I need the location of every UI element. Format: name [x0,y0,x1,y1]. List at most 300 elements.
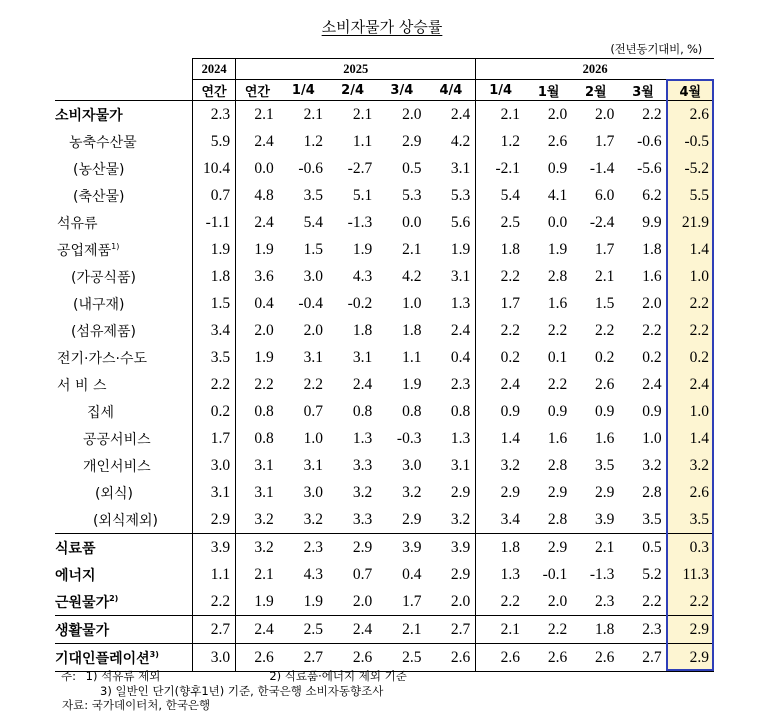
unit-label: (전년동기대비, %) [610,42,702,56]
table-cell: 0.4 [402,565,422,583]
column-header: 2/4 [328,80,377,101]
table-cell: 0.2 [595,348,615,366]
table-cell: 21.9 [667,209,714,236]
table-cell: 0.3 [667,534,714,562]
table-cell: 1.8 [193,263,236,290]
table-row [55,101,714,129]
table-cell: 0.2 [476,344,525,371]
table-cell: 6.0 [595,186,615,204]
year-2025: 2025 [236,59,476,80]
row-label [55,506,193,534]
table-cell: 2.1 [402,240,422,258]
table-cell: 2.4 [450,105,471,123]
table-cell: 1.5 [303,240,323,258]
table-cell: -0.3 [396,429,422,447]
table-cell: 2.4 [352,375,373,393]
table-cell: 5.9 [193,128,236,155]
table-cell: -1.3 [589,565,615,583]
row-label [55,290,193,317]
table-cell: 2.1 [236,561,279,588]
table-cell: 2.6 [525,644,572,672]
table-cell: 0.4 [450,348,471,366]
table-cell: -0.4 [298,294,323,312]
table-cell: 2.4 [667,371,714,398]
table-cell: 2.4 [328,616,377,644]
table-cell: 5.3 [450,186,471,204]
row-label-text: (가공식품) [71,269,137,286]
table-cell: 1.9 [547,240,568,258]
table-cell: 1.9 [193,236,236,263]
table-cell: 2.1 [595,267,615,285]
row-label [55,616,193,644]
table-cell: 2.0 [642,294,662,312]
note-line-2 [42,684,407,699]
table-cell: 2.2 [547,375,568,393]
table-cell: 1.3 [450,429,471,447]
table-cell: -5.6 [637,159,662,177]
table-cell: 5.3 [402,186,422,204]
table-cell: 3.0 [402,456,422,474]
table-cell: 4.1 [547,186,568,204]
table-cell: 3.9 [377,534,426,562]
table-cell: 3.1 [193,479,236,506]
table-cell: 1.6 [642,267,662,285]
table-cell: 1.4 [667,236,714,263]
table-cell: 1.6 [547,294,568,312]
table-row [55,616,714,644]
row-label-text: 집세 [87,404,115,421]
table-cell: 2.2 [193,371,236,398]
table-row [55,452,714,479]
table-cell: 1.4 [667,425,714,452]
table-cell: 2.2 [303,375,323,393]
table-row [55,425,714,452]
table-cell: 2.5 [279,616,328,644]
table-cell: 2.2 [667,290,714,317]
table-cell: 0.9 [547,402,568,420]
table-cell: 2.3 [619,616,666,644]
table-cell: 2.2 [476,263,525,290]
table-cell: 2.7 [279,644,328,672]
table-cell: 0.9 [547,159,568,177]
table-cell: 2.4 [236,616,279,644]
table-row [55,128,714,155]
table-cell: 0.9 [476,398,525,425]
row-label-text: 식료품 [55,540,96,557]
table-cell: -2.4 [589,213,615,231]
table-cell: 1.1 [402,348,422,366]
table-cell: 3.0 [193,452,236,479]
note-3: 3) 일반인 단기(향후1년) 기준, 한국은행 소비자동향조사 [100,683,384,698]
table-cell: 2.2 [193,588,236,616]
table-cell: 1.5 [193,290,236,317]
row-label [55,561,193,588]
table-cell: 0.8 [450,402,471,420]
table-cell: -2.1 [476,155,525,182]
header-blank [55,59,193,80]
row-label-text: (섬유제품) [71,323,137,340]
table-cell: 2.4 [450,321,471,339]
table-cell: 2.9 [328,534,377,562]
table-cell: 4.2 [402,267,422,285]
table-cell: 2.5 [377,644,426,672]
table-cell: 2.3 [279,534,328,562]
column-header: 1/4 [279,80,328,101]
table-cell: 1.0 [303,429,323,447]
table-cell: 1.2 [303,132,323,150]
table-cell: 2.1 [377,616,426,644]
table-cell: 1.4 [476,425,525,452]
table-cell: 3.2 [642,456,662,474]
table-cell: 3.5 [667,506,714,534]
row-label-text: 생활물가 [55,622,110,639]
table-cell: 2.9 [450,565,471,583]
table-cell: 3.3 [352,456,373,474]
table-cell: 1.9 [450,240,471,258]
table-cell: 1.1 [352,132,373,150]
row-label [55,398,193,425]
table-cell: 3.1 [303,348,323,366]
row-label-text: 근원물가 [55,594,110,611]
row-label [55,317,193,344]
table-cell: 1.8 [476,534,525,562]
table-cell: -2.7 [347,159,373,177]
table-cell: 2.6 [595,375,615,393]
table-cell: 4.3 [303,565,323,583]
table-cell: 2.1 [236,101,279,129]
row-label [55,588,193,616]
table-cell: 1.8 [572,616,619,644]
table-cell: 2.1 [352,105,373,123]
footnote-marker: 2) [109,593,119,603]
table-cell: 3.1 [450,456,471,474]
table-cell: 0.2 [667,344,714,371]
note-line-3 [42,698,407,713]
table-cell: -0.5 [667,128,714,155]
table-cell: 1.9 [236,236,279,263]
table-cell: 1.9 [352,240,373,258]
table-cell: 2.1 [476,101,525,129]
table-cell: 3.1 [450,159,471,177]
table-cell: 2.0 [352,592,373,610]
table-cell: 4.3 [352,267,373,285]
table-cell: 2.6 [667,479,714,506]
row-label-text: 공업제품 [57,242,112,259]
table-cell: 3.2 [303,510,323,528]
table-cell: 11.3 [667,561,714,588]
column-header: 연간 [193,80,236,101]
column-header: 3월 [619,80,666,101]
row-label-text: 석유류 [57,215,98,232]
table-cell: 2.2 [595,321,615,339]
note-2: 2) 식료품·에너지 제외 기준 [269,669,407,683]
table-cell: 2.1 [303,105,323,123]
row-label-text: 공공서비스 [83,431,151,448]
table-cell: 1.6 [595,429,615,447]
table-cell: 0.0 [402,213,422,231]
table-cell: 1.8 [642,240,662,258]
row-label [55,479,193,506]
table-cell: 2.2 [642,105,662,123]
table-cell: 3.0 [303,483,323,501]
row-label-text: 기대인플레이션 [55,650,150,667]
table-cell: 2.4 [476,371,525,398]
table-cell: 3.2 [402,483,422,501]
table-row [55,290,714,317]
column-header: 1월 [525,80,572,101]
table-cell: 2.2 [642,592,662,610]
table-cell: 2.0 [595,105,615,123]
column-header: 연간 [236,80,279,101]
table-cell: 3.1 [450,267,471,285]
row-label [55,425,193,452]
table-cell: -0.6 [298,159,323,177]
table-cell: 3.9 [193,534,236,562]
table-cell: 2.6 [236,644,279,672]
table-row [55,588,714,616]
table-cell: 5.5 [667,182,714,209]
table-cell: 1.8 [476,236,525,263]
table-row [55,155,714,182]
table-cell: 2.9 [595,483,615,501]
table-cell: 2.9 [667,644,714,672]
table-cell: 0.0 [547,213,568,231]
table-cell: 2.1 [476,616,525,644]
column-header: 1/4 [476,80,525,101]
table-cell: 6.2 [642,186,662,204]
table-cell: 2.2 [642,321,662,339]
table-row [55,644,714,672]
cpi-table [55,58,714,672]
source-note: 자료: 국가데이터처, 한국은행 [62,698,211,712]
table-cell: 2.0 [402,105,422,123]
row-label-text: (농산물) [73,161,125,178]
table-cell: 1.9 [303,592,323,610]
table-cell: 4.8 [236,182,279,209]
row-label [55,155,193,182]
table-cell: 1.7 [595,240,615,258]
table-cell: 2.6 [426,644,475,672]
note-prefix: 주: [61,669,76,683]
table-cell: 0.8 [352,402,373,420]
table-cell: 2.0 [547,105,568,123]
row-label [55,101,193,129]
table-cell: 2.2 [476,317,525,344]
table-cell: 2.4 [236,128,279,155]
table-cell: 1.3 [352,429,373,447]
row-label-text: (축산물) [73,188,125,205]
table-cell: 3.5 [193,344,236,371]
row-label [55,236,193,263]
table-row [55,263,714,290]
table-cell: 3.1 [236,479,279,506]
table-cell: 2.2 [525,616,572,644]
table-cell: 2.6 [476,644,525,672]
table-row [55,236,714,263]
table-cell: 1.9 [236,588,279,616]
table-cell: 1.3 [450,294,471,312]
table-cell: 3.0 [193,644,236,672]
table-cell: 1.5 [595,294,615,312]
row-label [55,452,193,479]
table-cell: -1.4 [589,159,615,177]
table-cell: 0.0 [236,155,279,182]
table-cell: 0.7 [193,182,236,209]
table-cell: -0.6 [637,132,662,150]
table-cell: 3.3 [352,510,373,528]
table-cell: 1.0 [667,263,714,290]
row-label [55,209,193,236]
table-cell: 2.2 [236,371,279,398]
table-cell: 0.5 [402,159,422,177]
table-row [55,506,714,534]
table-cell: 2.9 [547,483,568,501]
table-cell: 9.9 [642,213,662,231]
column-header: 4월 [667,80,714,101]
table-cell: 2.0 [450,592,471,610]
table-row [55,398,714,425]
table-cell: 3.4 [193,317,236,344]
table-cell: 1.2 [476,128,525,155]
table-cell: 2.9 [450,483,471,501]
note-line-1 [42,669,407,684]
table-row [55,371,714,398]
table-cell: 0.8 [236,398,279,425]
table-cell: -5.2 [667,155,714,182]
table-cell: 1.7 [595,132,615,150]
table-cell: 0.9 [642,402,662,420]
table-cell: 1.8 [352,321,373,339]
table-cell: 1.6 [547,429,568,447]
note-1: 1) 석유류 제외 [85,669,161,683]
table-cell: 2.6 [547,132,568,150]
table-cell: 0.7 [352,565,373,583]
row-label [55,534,193,562]
table-cell: 2.6 [328,644,377,672]
table-title: 소비자물가 상승률 [321,18,443,36]
table-cell: 2.8 [547,267,568,285]
table-cell: 3.5 [595,456,615,474]
table-cell: 2.4 [236,209,279,236]
row-label-text: (내구재) [73,296,125,313]
table-cell: 2.2 [667,588,714,616]
table-cell: 5.4 [476,182,525,209]
footnote-marker: 1) [111,241,120,251]
table-cell: 4.2 [450,132,471,150]
table-cell: 2.6 [572,644,619,672]
table-cell: 3.1 [236,452,279,479]
table-cell: 2.0 [547,592,568,610]
table-cell: 2.9 [525,534,572,562]
table-cell: 2.2 [667,317,714,344]
table-cell: 3.2 [236,506,279,534]
row-label [55,371,193,398]
table-cell: 2.7 [619,644,666,672]
table-row [55,534,714,562]
table-cell: 1.7 [476,290,525,317]
table-cell: 3.0 [303,267,323,285]
table-cell: 2.9 [667,616,714,644]
table-cell: 2.2 [476,588,525,616]
table-cell: 3.2 [352,483,373,501]
table-cell: 1.9 [236,344,279,371]
table-cell: 5.4 [303,213,323,231]
table-cell: 1.8 [402,321,422,339]
table-row [55,209,714,236]
table-cell: 3.2 [450,510,471,528]
table-cell: 2.3 [193,101,236,129]
table-cell: 2.0 [236,317,279,344]
header-blank-2 [55,80,193,101]
row-label-text: 서 비 스 [57,377,107,394]
table-cell: 3.6 [236,263,279,290]
table-cell: 0.5 [619,534,666,562]
table-cell: 0.9 [595,402,615,420]
table-row [55,561,714,588]
table-cell: 1.3 [476,561,525,588]
table-cell: 3.9 [595,510,615,528]
table-cell: 0.1 [547,348,568,366]
table-row [55,479,714,506]
table-cell: 0.8 [236,425,279,452]
table-cell: -1.1 [193,209,236,236]
row-label-text: 전기·가스·수도 [57,350,148,367]
table-cell: 3.4 [476,506,525,534]
table-cell: 0.4 [236,290,279,317]
table-cell: 2.7 [426,616,475,644]
year-2024: 2024 [193,59,236,80]
table-cell: 5.1 [352,186,373,204]
row-label [55,182,193,209]
table-cell: 2.4 [642,375,662,393]
footnotes [42,669,407,713]
table-cell: 2.7 [193,616,236,644]
table-cell: 2.0 [303,321,323,339]
column-header: 4/4 [426,80,475,101]
table-cell: 2.6 [667,101,714,129]
table-cell: 2.8 [547,456,568,474]
table-cell: 1.1 [193,561,236,588]
table-cell: -0.2 [347,294,373,312]
table-cell: 2.2 [547,321,568,339]
row-label-text: 개인서비스 [83,458,151,475]
table-cell: 3.1 [352,348,373,366]
table-cell: 1.0 [402,294,422,312]
table-cell: 2.9 [402,510,422,528]
column-header: 2월 [572,80,619,101]
table-cell: 0.8 [402,402,422,420]
table-cell: 10.4 [193,155,236,182]
table-cell: 2.3 [595,592,615,610]
table-cell: 0.7 [303,402,323,420]
row-label-text: (외식제외) [93,512,159,529]
table-cell: 0.2 [193,398,236,425]
table-row [55,317,714,344]
table-cell: 3.5 [642,510,662,528]
table-cell: 2.3 [450,375,471,393]
row-label-text: (외식) [95,485,133,502]
row-label-text: 소비자물가 [55,107,123,124]
table-cell: 1.0 [642,429,662,447]
table-cell: 2.9 [476,479,525,506]
row-label [55,644,193,672]
table-cell: -1.3 [347,213,373,231]
table-row [55,182,714,209]
year-2026: 2026 [476,59,714,80]
table-cell: 0.2 [642,348,662,366]
table-cell: -0.1 [542,565,568,583]
table-cell: 3.5 [303,186,323,204]
